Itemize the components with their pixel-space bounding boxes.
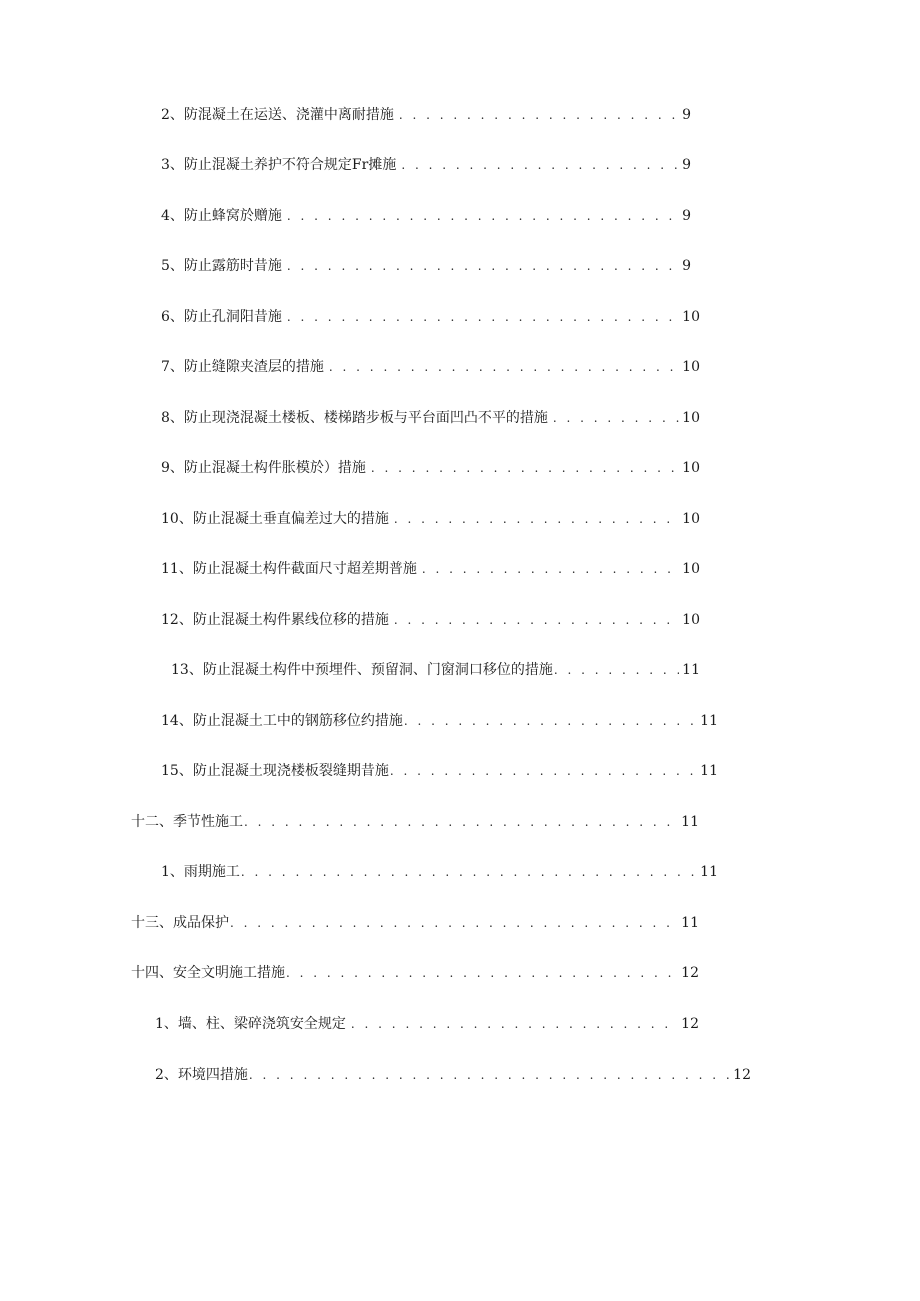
- toc-leader-dots: [241, 862, 697, 882]
- toc-entry[interactable]: [161, 761, 718, 781]
- toc-entry-page: 12: [733, 1067, 751, 1083]
- toc-leader-dots: [286, 963, 678, 983]
- toc-leader-dots: [230, 913, 678, 933]
- toc-entry-page: 10: [682, 359, 700, 375]
- toc-entry-label: 14、防止混凝土工中的钢筋移位约措施: [161, 713, 403, 729]
- toc-entry-label: 7、防止缝隙夹渣层的措施: [161, 359, 324, 375]
- toc-entry-page: 10: [682, 309, 700, 325]
- toc-entry[interactable]: [161, 610, 700, 630]
- toc-entry-page: 10: [682, 511, 700, 527]
- toc-entry[interactable]: [171, 660, 700, 680]
- toc-entry[interactable]: [161, 256, 691, 276]
- toc-entry-label: 十三、成品保护: [131, 915, 229, 931]
- toc-leader-dots: [249, 1065, 730, 1085]
- toc-entry-label: 10、防止混凝土垂直偏差过大的措施: [161, 511, 389, 527]
- toc-entry-page: 11: [681, 814, 699, 830]
- toc-entry-page: 11: [700, 864, 718, 880]
- toc-leader-dots: [422, 559, 679, 579]
- toc-entry-label: 15、防止混凝土现浇楼板裂缝期昔施: [161, 763, 389, 779]
- toc-entry-page: 12: [681, 965, 699, 981]
- toc-entry-label: 9、防止混凝土构件胀模於）措施: [161, 460, 366, 476]
- toc-entry[interactable]: [131, 913, 699, 933]
- toc-entry-page: 9: [682, 258, 691, 274]
- toc-entry[interactable]: [161, 206, 691, 226]
- toc-leader-dots: [390, 761, 697, 781]
- toc-entry-label: 2、防混凝土在运送、浇灌中离耐措施: [161, 107, 394, 123]
- toc-entry-label: 12、防止混凝土构件累线位移的措施: [161, 612, 389, 628]
- toc-leader-dots: [401, 155, 679, 175]
- toc-leader-dots: [244, 812, 678, 832]
- toc-leader-dots: [287, 256, 679, 276]
- toc-leader-dots: [394, 509, 679, 529]
- toc-entry-page: 10: [682, 460, 700, 476]
- toc-leader-dots: [287, 206, 679, 226]
- toc-leader-dots: [553, 408, 679, 428]
- toc-entry-label: 8、防止现浇混凝土楼板、楼梯踏步板与平台面凹凸不平的措施: [161, 410, 548, 426]
- toc-entry-label: 2、环境四措施: [155, 1067, 248, 1083]
- toc-leader-dots: [399, 105, 679, 125]
- toc-entry-page: 11: [700, 763, 718, 779]
- toc-entry[interactable]: [161, 155, 691, 175]
- toc-entry-label: 4、防止蜂窝於赠施: [161, 208, 282, 224]
- toc-entry-label: 十二、季节性施工: [131, 814, 243, 830]
- toc-entry-label: 1、墙、柱、梁碎浇筑安全规定: [155, 1016, 346, 1032]
- toc-entry-page: 12: [681, 1016, 699, 1032]
- toc-leader-dots: [329, 357, 679, 377]
- toc-leader-dots: [371, 458, 679, 478]
- toc-leader-dots: [554, 660, 679, 680]
- toc-entry[interactable]: [161, 307, 700, 327]
- toc-entry-page: 11: [700, 713, 718, 729]
- toc-entry-page: 10: [682, 410, 700, 426]
- toc-entry-label: 3、防止混凝土养护不符合规定Fr摊施: [161, 157, 397, 173]
- toc-entry-page: 9: [682, 208, 691, 224]
- toc-leader-dots: [351, 1014, 678, 1034]
- toc-leader-dots: [404, 711, 697, 731]
- toc-leader-dots: [287, 307, 679, 327]
- toc-entry-page: 11: [681, 915, 699, 931]
- toc-entry[interactable]: [161, 105, 691, 125]
- toc-entry-label: 13、防止混凝土构件中预埋件、预留洞、门窗洞口移位的措施: [171, 662, 553, 678]
- toc-entry[interactable]: [155, 1065, 751, 1085]
- toc-entry[interactable]: [161, 862, 718, 882]
- toc-entry[interactable]: [155, 1014, 699, 1034]
- toc-entry[interactable]: [161, 559, 700, 579]
- toc-entry[interactable]: [161, 408, 700, 428]
- toc-entry-label: 5、防止露筋时昔施: [161, 258, 282, 274]
- toc-leader-dots: [394, 610, 679, 630]
- toc-entry-label: 1、雨期施工: [161, 864, 240, 880]
- toc-entry[interactable]: [131, 812, 699, 832]
- toc-entry-page: 11: [682, 662, 700, 678]
- toc-entry-label: 6、防止孔洞阳昔施: [161, 309, 282, 325]
- toc-entry[interactable]: [161, 357, 700, 377]
- toc-entry[interactable]: [131, 963, 699, 983]
- toc-entry-label: 十四、安全文明施工措施: [131, 965, 285, 981]
- toc-entry-page: 10: [682, 612, 700, 628]
- toc-entry-label: 11、防止混凝土构件截面尺寸超差期普施: [161, 561, 417, 577]
- toc-entry[interactable]: [161, 711, 718, 731]
- toc-entry-page: 10: [682, 561, 700, 577]
- toc-entry-page: 9: [682, 157, 691, 173]
- toc-entry[interactable]: [161, 458, 700, 478]
- toc-entry[interactable]: [161, 509, 700, 529]
- toc-entry-page: 9: [682, 107, 691, 123]
